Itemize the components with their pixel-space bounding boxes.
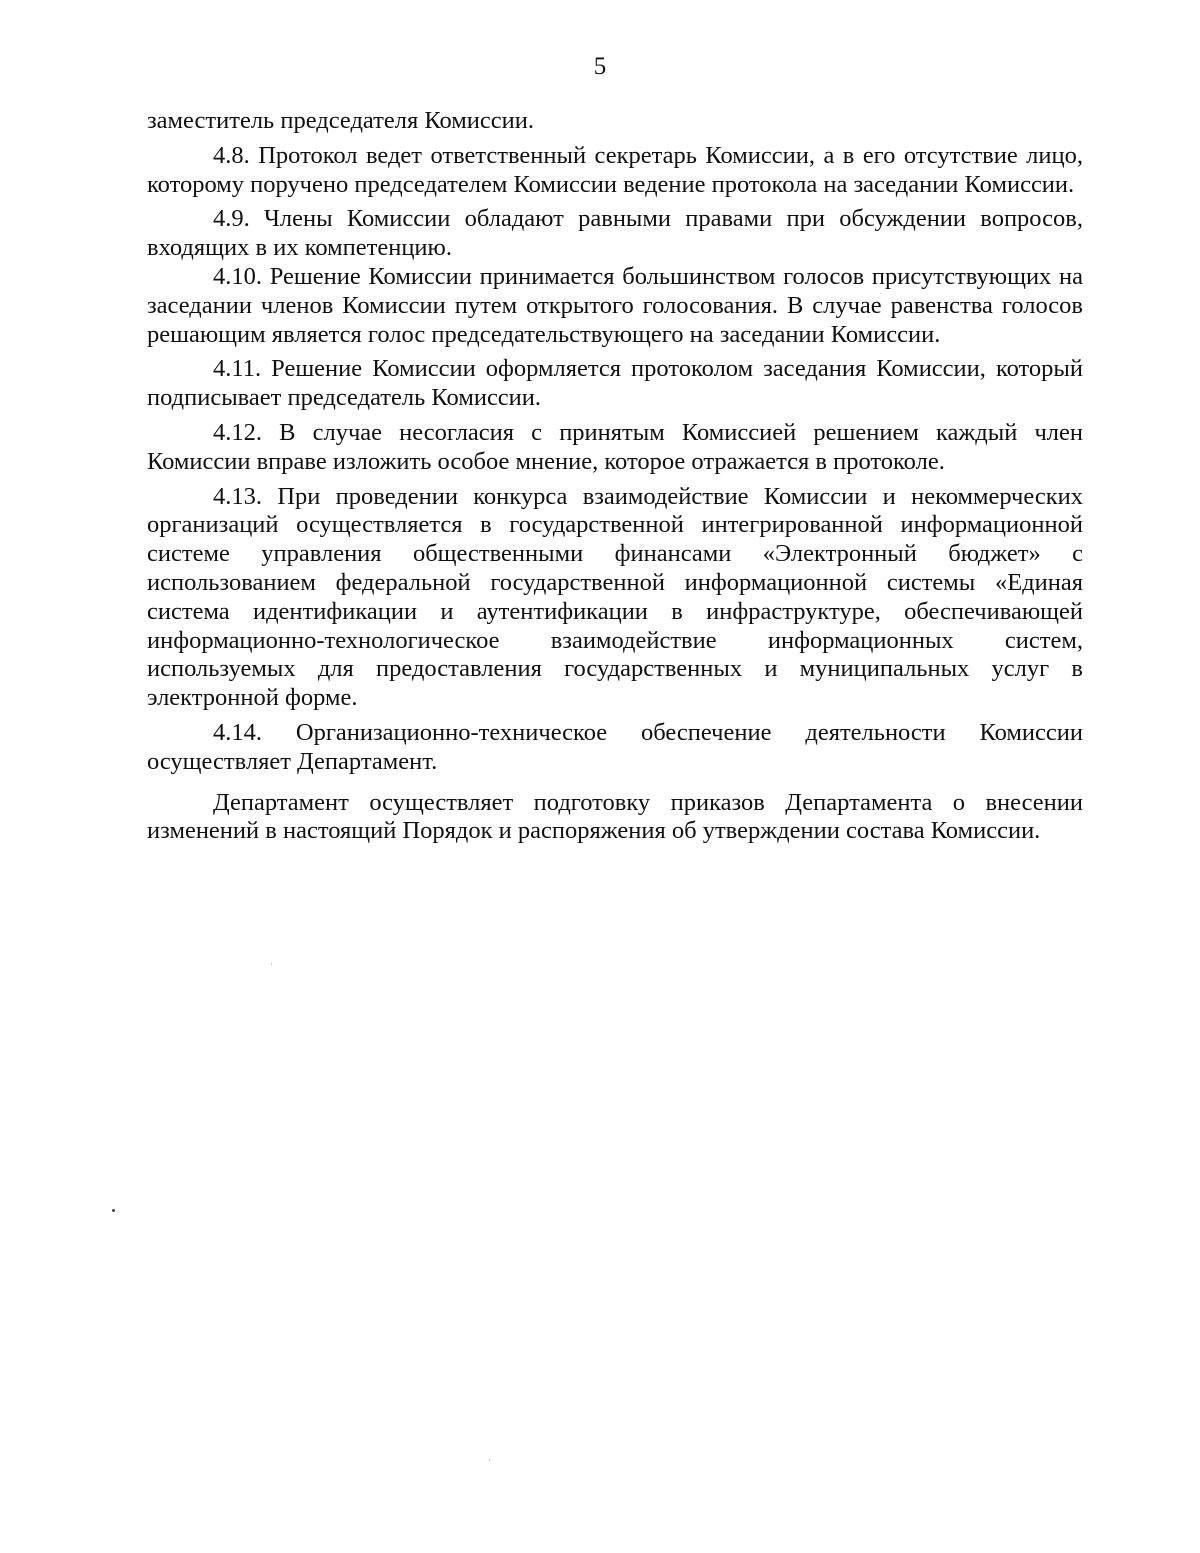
paragraph-4-10: 4.10. Решение Комиссии принимается большинством голосов присутствующих на заседании членов Комиссии путем открытого голосования. В случае равенства голосов решающим является голос председательствующего на заседании Комиссии. [147,262,1083,348]
paragraph-continuation: заместитель председателя Комиссии. [147,107,534,134]
paragraph-4-8: 4.8. Протокол ведет ответственный секретарь Комиссии, а в его отсутствие лицо, которому поручено председателем Комиссии ведение протокола на заседании Комиссии. [147,141,1083,198]
paragraph-department: Департамент осуществляет подготовку приказов Департамента о внесении изменений в настоящий Порядок и распоряжения об утверждении состава Комиссии. [147,788,1083,845]
scan-speck [271,963,272,965]
paragraph-4-14: 4.14. Организационно-техническое обеспечение деятельности Комиссии осуществляет Департамент. [147,718,1083,775]
paragraph-4-12: 4.12. В случае несогласия с принятым Комиссией решением каждый член Комиссии вправе изложить особое мнение, которое отражается в протоколе. [147,418,1083,475]
page-number: 5 [593,53,607,80]
document-body [147,107,1083,846]
scan-speck [489,1459,490,1461]
paragraph-4-9: 4.9. Члены Комиссии обладают равными правами при обсуждении вопросов, входящих в их компетенцию. [147,205,1083,262]
paragraph-4-13: 4.13. При проведении конкурса взаимодействие Комиссии и некоммерческих организаций осуществляется в государственной интегрированной информационной системе управления общественными финансами «Электронный бюджет» с использованием федеральной государственной информационной системы «Единая система идентификации и аутентификации в инфраструктуре, обеспечивающей информационно-технологическое взаимодействие информационных систем, используемых для предоставления государственных и муниципальных услуг в электронной форме. [147,482,1083,712]
scan-speck [112,1209,115,1212]
paragraph-4-11: 4.11. Решение Комиссии оформляется протоколом заседания Комиссии, который подписывает председатель Комиссии. [147,355,1083,412]
